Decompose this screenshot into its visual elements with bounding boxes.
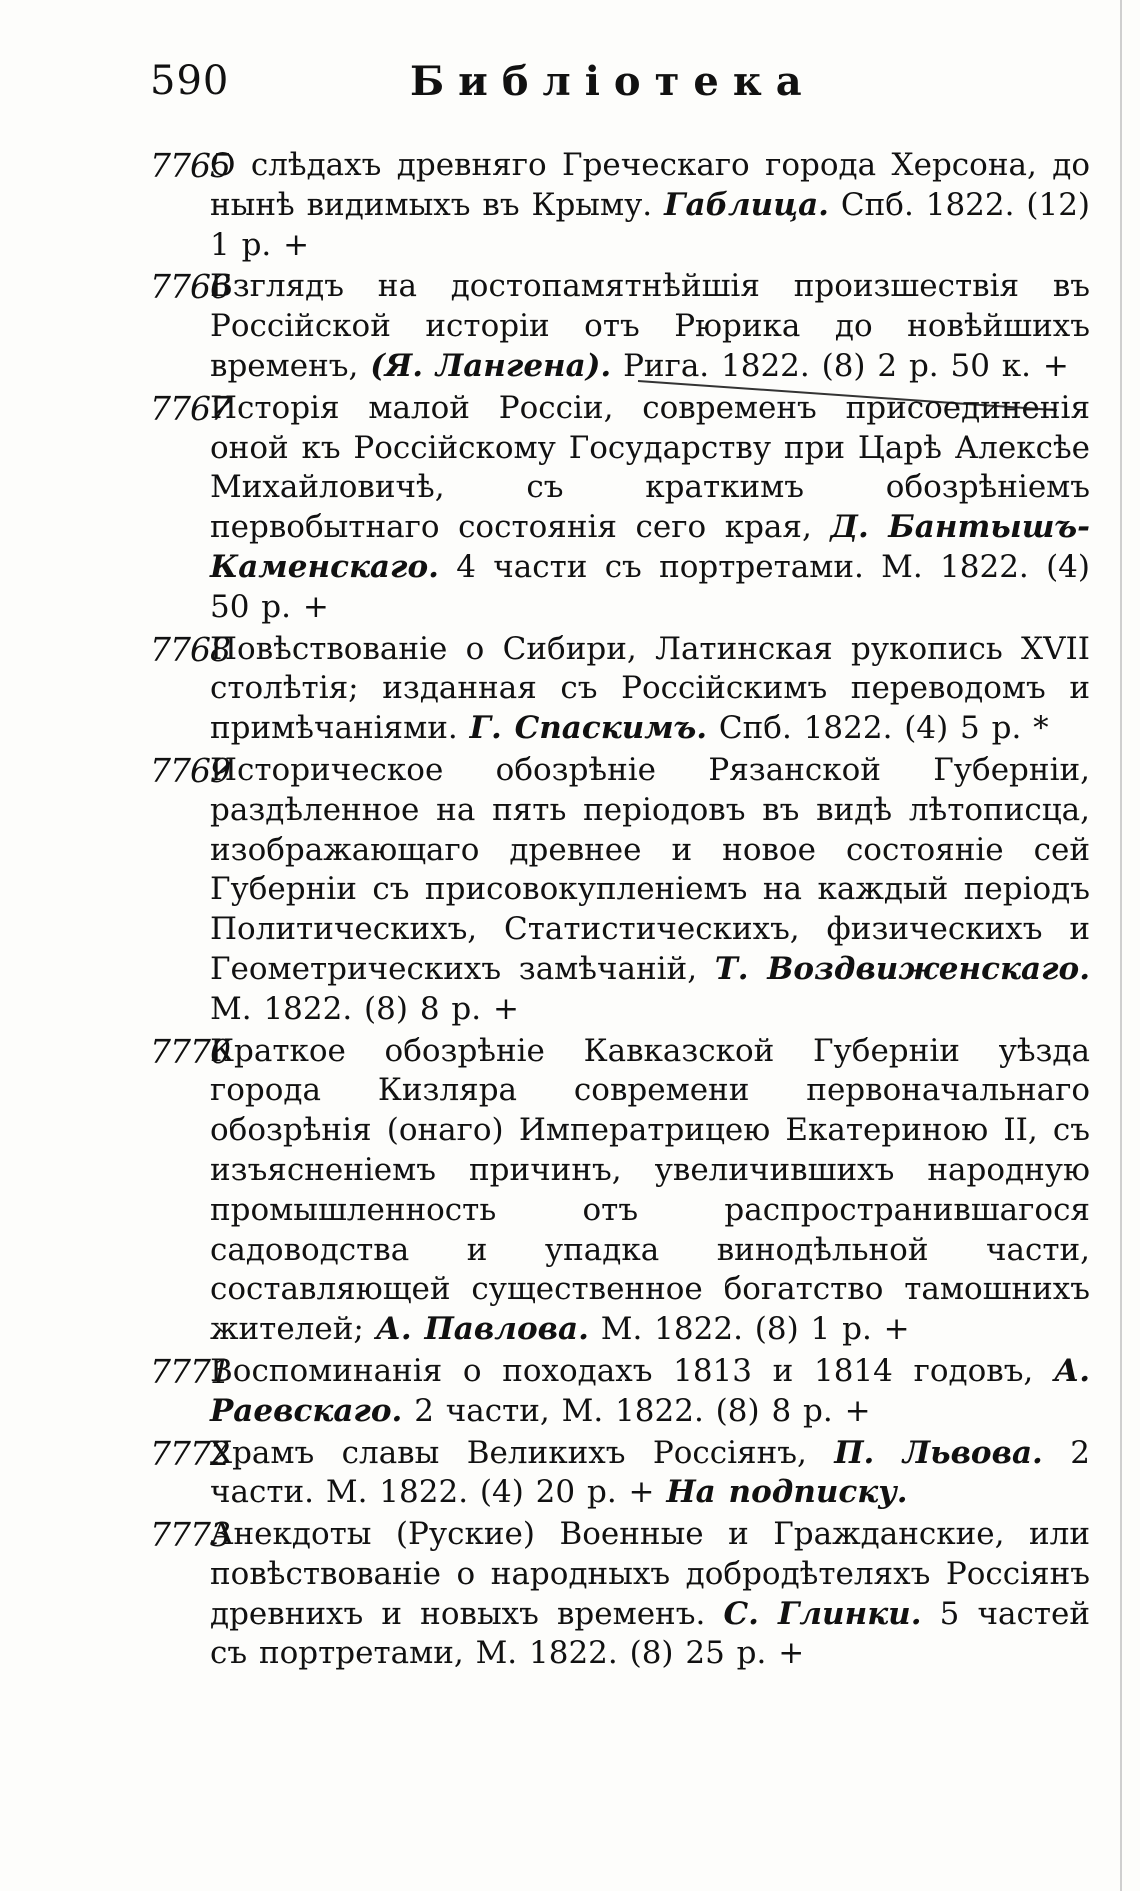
entry-note: На подписку.	[666, 1474, 908, 1511]
catalog-entry	[150, 1434, 1090, 1514]
entry-number: 7765	[150, 146, 230, 185]
entry-text	[210, 630, 1090, 749]
entry-number: 7772	[150, 1433, 230, 1473]
entry-details: 2 части. М. 1822. (4) 20 р. +	[210, 1434, 1090, 1511]
entry-number: 7768	[150, 629, 230, 669]
entry-author: Г. Спаскимъ.	[469, 710, 708, 747]
entry-title: Храмъ славы Великихъ Россіянъ,	[210, 1434, 807, 1471]
entry-details: 4 части съ портретами. М. 1822. (4) 50 р. +	[210, 548, 1090, 625]
catalog-entry	[150, 146, 1090, 265]
catalog-entry	[150, 630, 1090, 749]
catalog-entry	[150, 1352, 1090, 1432]
entry-details: М. 1822. (8) 8 р. +	[210, 990, 519, 1027]
entry-details: Спб. 1822. (4) 5 р. *	[718, 710, 1049, 747]
entry-author: Габлица.	[664, 186, 829, 223]
catalog-entry	[150, 1032, 1090, 1350]
page-header	[150, 58, 1090, 118]
entry-text	[210, 1032, 1090, 1350]
entry-text	[210, 389, 1090, 628]
entry-number: 7771	[150, 1351, 230, 1391]
entry-details: Спб. 1822. (12) 1 р. +	[210, 186, 1091, 263]
entry-text	[210, 146, 1090, 265]
page-number: 590	[150, 58, 230, 104]
catalog-entry	[150, 389, 1090, 628]
entry-details: Рига. 1822. (8) 2 р. 50 к. +	[623, 347, 1069, 384]
entry-number: 7773	[150, 1515, 230, 1555]
entry-title: Краткое обозрѣніе Кавказской Губерніи уѣзда города Кизляра современи первоначальнаго обозрѣнія (онаго) Императрицею Екатериною II, съ изъясненіемъ причинъ, увеличившихъ народную промышленность отъ распространившагося садоводства и упадка винодѣльной части, составляющей существенное богатство тамошнихъ жителей;	[210, 1032, 1090, 1348]
catalog-entry	[150, 1515, 1090, 1674]
entry-author: С. Глинки.	[723, 1595, 922, 1632]
entry-number: 7766	[150, 267, 230, 307]
entry-author: А. Раевскаго.	[210, 1352, 1090, 1429]
entry-details: М. 1822. (8) 1 р. +	[600, 1311, 910, 1348]
entry-title: Анекдоты (Руские) Военные и Гражданские, или повѣствованіе о народныхъ добродѣтеляхъ Россіянъ древнихъ и новыхъ временъ.	[210, 1516, 1090, 1632]
entry-author: П. Львова.	[834, 1434, 1043, 1471]
entry-details: 2 части, М. 1822. (8) 8 р. +	[414, 1392, 871, 1429]
entry-title: Историческое обозрѣніе Рязанской Губерніи, раздѣленное на пять періодовъ въ видѣ лѣтописца, изображающаго древнее и новое состояніе сей Губерніи съ присовокупленіемъ на каждый періодъ Политическихъ, Статистическихъ, физическихъ и Геометрическихъ замѣчаній,	[210, 751, 1090, 987]
entry-text	[210, 1515, 1090, 1674]
entry-title: Взглядъ на достопамятнѣйшія произшествія въ Россійской исторіи отъ Рюрика до новѣйшихъ временъ,	[210, 268, 1090, 384]
catalog-entry	[150, 751, 1090, 1030]
entry-title: Воспоминанія о походахъ 1813 и 1814 годовъ,	[210, 1352, 1034, 1389]
entry-author: Д. Бантышъ-Каменскаго.	[210, 509, 1090, 585]
entry-title: Исторія малой Россіи, современъ присоединенія оной къ Россійскому Государству при Царѣ Алексѣе Михайловичѣ, съ краткимъ обозрѣніемъ первобытнаго состоянія сего края,	[210, 389, 1090, 546]
entry-title: Повѣствованіе о Сибири, Латинская рукопись XVII столѣтія; изданная съ Россійскимъ переводомъ и примѣчаніями.	[210, 630, 1090, 747]
entry-text	[210, 267, 1090, 386]
entry-number: 7767	[150, 388, 230, 428]
entry-author: (Я. Лангена).	[370, 347, 612, 384]
entry-author: А. Павлова.	[375, 1311, 589, 1348]
entry-text	[210, 1434, 1090, 1514]
entry-text	[210, 751, 1090, 1030]
running-title: Библіотека	[410, 58, 816, 105]
entry-text	[210, 1352, 1090, 1432]
catalog-entries	[150, 146, 1090, 1676]
page-edge-line	[1120, 0, 1122, 1891]
entry-number: 7769	[150, 750, 230, 790]
entry-details: 5 частей съ портретами, М. 1822. (8) 25 р. +	[210, 1595, 1091, 1672]
entry-title: О слѣдахъ древняго Греческаго города Херсона, до нынѣ видимыхъ въ Крыму.	[210, 147, 1090, 223]
entry-author: Т. Воздвиженскаго.	[714, 950, 1090, 987]
catalog-entry	[150, 267, 1090, 386]
entry-number: 7770	[150, 1031, 230, 1071]
